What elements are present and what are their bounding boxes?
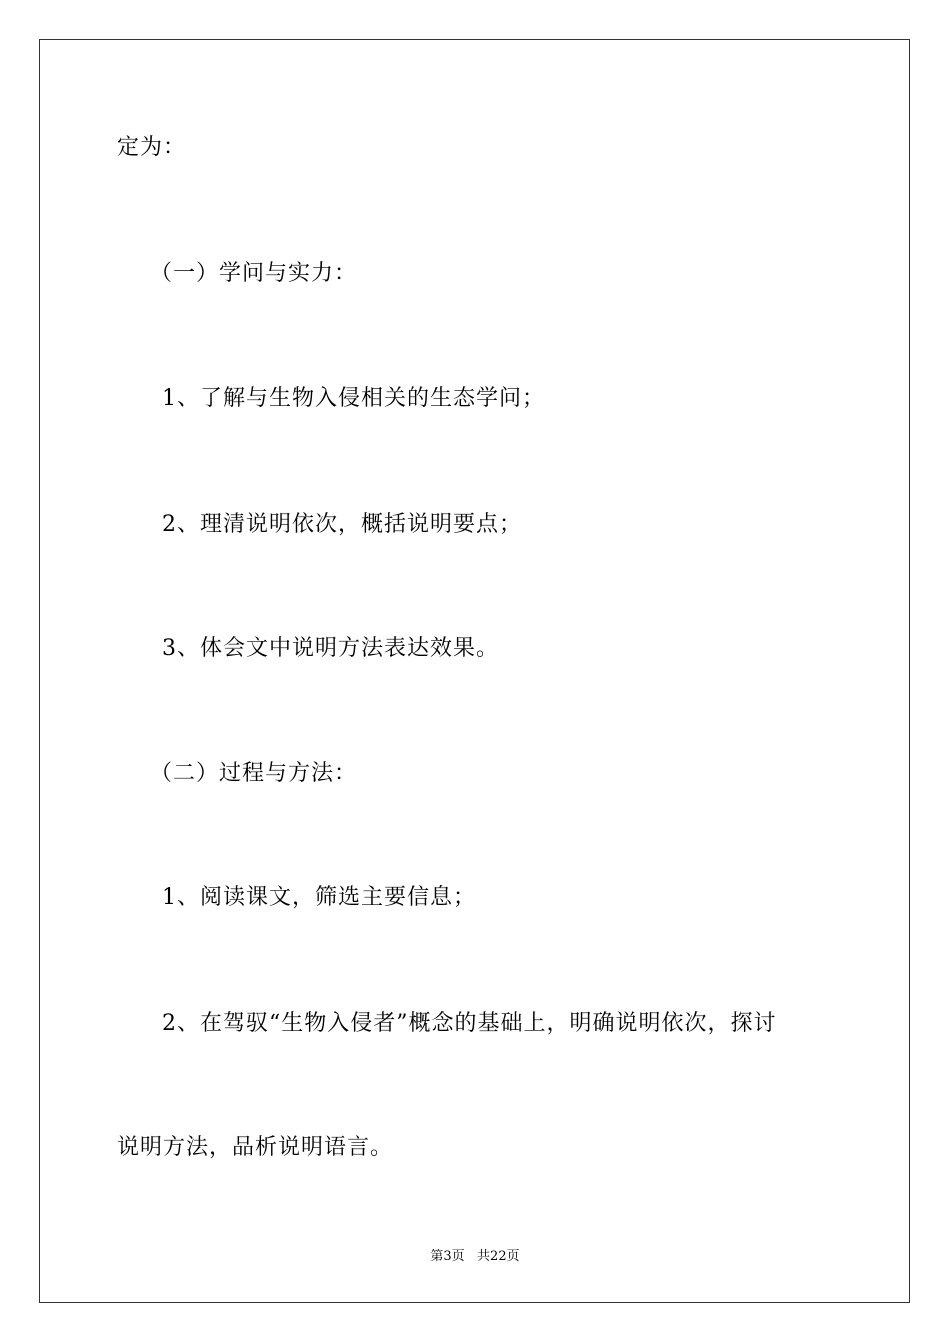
text-line-continuation: 定为： <box>117 135 187 160</box>
page-footer: 第3页 共22页 <box>430 1249 520 1264</box>
list-item-process-2: 2、在驾驭“生物入侵者”概念的基础上，明确说明依次，探讨 <box>162 1011 777 1036</box>
list-item-1: 1、了解与生物入侵相关的生态学问； <box>162 386 545 411</box>
list-item-process-2-continuation: 说明方法，品析说明语言。 <box>117 1135 394 1160</box>
list-item-2: 2、理清说明依次，概括说明要点； <box>162 512 522 537</box>
page-border <box>39 39 910 1303</box>
section-heading-process: （二）过程与方法： <box>150 761 358 786</box>
list-item-3: 3、体会文中说明方法表达效果。 <box>162 636 499 661</box>
list-item-process-1: 1、阅读课文，筛选主要信息； <box>162 885 476 910</box>
section-heading-knowledge: （一）学问与实力： <box>150 261 358 286</box>
